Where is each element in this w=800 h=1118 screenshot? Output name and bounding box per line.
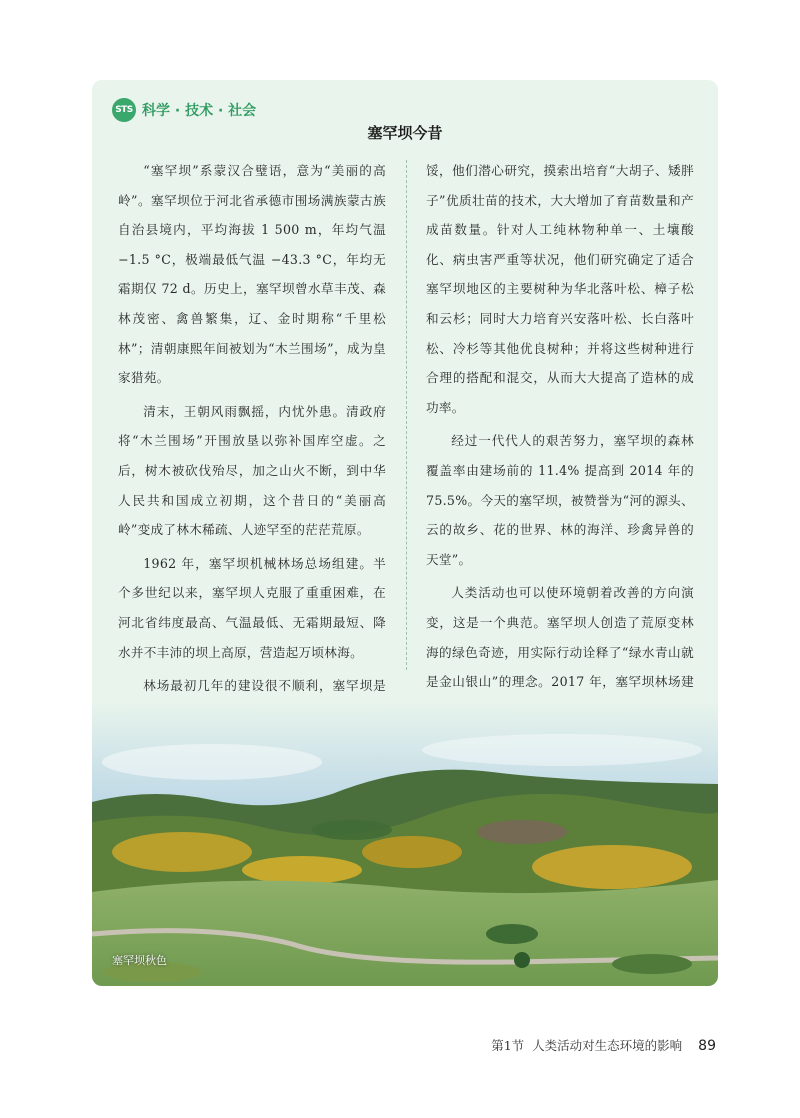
paragraph: 林场最初几年的建设很不顺利，塞罕坝是 xyxy=(143,678,386,694)
paragraph: 清末，王朝风雨飘摇，内忧外患。清政府将“木兰围场”开围放垦以弥补国库空虚。之后，树木被砍伐殆尽，加之山火不断，到中华人民共和国成立初期，这个昔日的“美丽高岭”变成了林木稀疏、人迹罕至的茫茫荒原。 xyxy=(118,403,386,538)
sts-sidebar-box xyxy=(92,80,718,986)
right-column xyxy=(426,156,694,789)
paragraph: “塞罕坝”系蒙汉合璧语，意为“美丽的高岭”。塞罕坝位于河北省承德市围场满族蒙古族自治县境内，平均海拔 1 500 m，年均气温 −1.5 °C，极端最低气温 −43.3 °C，年均无霜期仅 72 d。历史上，塞罕坝曾水草丰茂、森林茂密、禽兽繁集，辽、金时期称“千里松林”；清朝康熙年间被划为“木兰围场”，成为皇家猎苑。 xyxy=(118,163,386,386)
saihanba-autumn-landscape xyxy=(92,702,718,986)
left-column xyxy=(118,156,386,764)
sts-section-label: 科学 · 技术 · 社会 xyxy=(142,103,257,119)
page-footer xyxy=(491,1036,716,1054)
footer-section: 第1节 xyxy=(491,1038,525,1053)
sts-header xyxy=(112,98,256,122)
photo-caption: 塞罕坝秋色 xyxy=(112,954,167,967)
sts-badge-icon: STS xyxy=(112,98,136,122)
footer-chapter-title: 人类活动对生态环境的影响 xyxy=(532,1038,683,1053)
paragraph: 1962 年，塞罕坝机械林场总场组建。半个多世纪以来，塞罕坝人克服了重重困难，在河北省纬度最高、气温最低、无霜期最短、降水并不丰沛的坝上高原，营造起万顷林海。 xyxy=(118,555,386,660)
page-number: 89 xyxy=(698,1038,716,1054)
paragraph: 经过一代代人的艰苦努力，塞罕坝的森林覆盖率由建场前的 11.4% 提高到 2014 年的 75.5%。今天的塞罕坝，被赞誉为“河的源头、云的故乡、花的世界、林的海洋、珍禽异兽的天堂”。 xyxy=(426,433,694,567)
landscape-photo xyxy=(92,702,718,986)
column-divider xyxy=(406,160,407,670)
paragraph-continued: 馁，他们潜心研究，摸索出培育“大胡子、矮胖子”优质壮苗的技术，大大增加了育苗数量和产成苗数量。针对人工纯林物种单一、土壤酸化、病虫害严重等状况，他们研究确定了适合塞罕坝地区的主要树种为华北落叶松、樟子松和云杉；同时大力培育兴安落叶松、长白落叶松、冷杉等其他优良树种；并将这些树种进行合理的搭配和混交，从而大大提高了造林的成功率。 xyxy=(426,163,694,415)
paragraph: 人类活动也可以使环境朝着改善的方向演变，这是一个典范。塞罕坝人创造了荒原变林海的绿色奇迹，用实际行动诠释了“绿水青山就是金山银山”的理念。2017 年，塞罕坝林场建 xyxy=(426,585,694,690)
article-title: 塞罕坝今昔 xyxy=(367,124,443,142)
